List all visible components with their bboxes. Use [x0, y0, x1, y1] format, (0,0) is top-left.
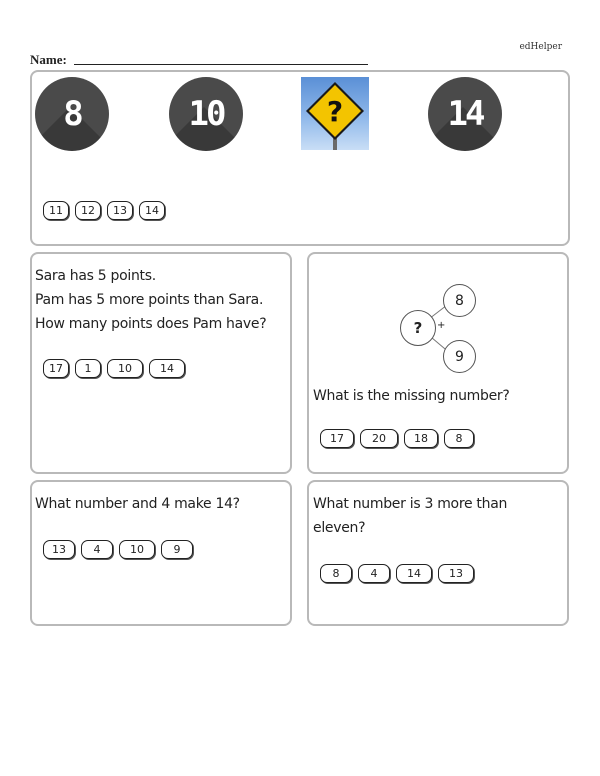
- answer-option[interactable]: 13: [438, 564, 474, 583]
- q4-options: [320, 564, 474, 583]
- pattern-options: [43, 201, 165, 220]
- question-line: How many points does Pam have?: [35, 316, 267, 332]
- answer-option[interactable]: 20: [360, 429, 398, 448]
- q2-options: [320, 429, 474, 448]
- answer-option[interactable]: 18: [404, 429, 438, 448]
- answer-option[interactable]: 8: [320, 564, 352, 583]
- q1-options: [43, 359, 185, 378]
- question-text: What number and 4 make 14?: [35, 496, 240, 512]
- question-line: What number is 3 more than: [313, 496, 508, 512]
- addend-bubble: 9: [443, 340, 476, 373]
- q3-options: [43, 540, 193, 559]
- plus-sign: +: [437, 320, 446, 331]
- answer-option[interactable]: 12: [75, 201, 101, 220]
- name-label: Name:: [30, 52, 67, 67]
- number-circle: [35, 77, 109, 151]
- question-line: Sara has 5 points.: [35, 268, 156, 284]
- answer-option[interactable]: 8: [444, 429, 474, 448]
- sign-question-mark: ?: [326, 95, 344, 128]
- answer-option[interactable]: 10: [107, 359, 143, 378]
- answer-option[interactable]: 9: [161, 540, 193, 559]
- answer-option[interactable]: 4: [81, 540, 113, 559]
- answer-option[interactable]: 10: [119, 540, 155, 559]
- sequence-number: 8: [63, 94, 81, 134]
- addend-bubble: 8: [443, 284, 476, 317]
- answer-option[interactable]: 14: [139, 201, 165, 220]
- answer-option[interactable]: 4: [358, 564, 390, 583]
- question-text: [35, 264, 266, 336]
- question-sign-icon: [301, 77, 369, 150]
- number-circle: [428, 77, 502, 151]
- answer-option[interactable]: 17: [43, 359, 69, 378]
- answer-option[interactable]: 13: [43, 540, 75, 559]
- answer-option[interactable]: 13: [107, 201, 133, 220]
- number-circle: [169, 77, 243, 151]
- answer-option[interactable]: 14: [396, 564, 432, 583]
- brand-label: edHelper: [519, 42, 562, 52]
- question-line: eleven?: [313, 520, 366, 536]
- question-line: Pam has 5 more points than Sara.: [35, 292, 264, 308]
- answer-option[interactable]: 1: [75, 359, 101, 378]
- question-text: What is the missing number?: [313, 388, 510, 404]
- question-text: [313, 492, 507, 540]
- sequence-number: 14: [447, 94, 483, 134]
- name-line[interactable]: [74, 64, 368, 65]
- unknown-number-bubble: ?: [400, 310, 436, 346]
- sequence-number: 10: [188, 94, 224, 134]
- answer-option[interactable]: 17: [320, 429, 354, 448]
- answer-option[interactable]: 14: [149, 359, 185, 378]
- answer-option[interactable]: 11: [43, 201, 69, 220]
